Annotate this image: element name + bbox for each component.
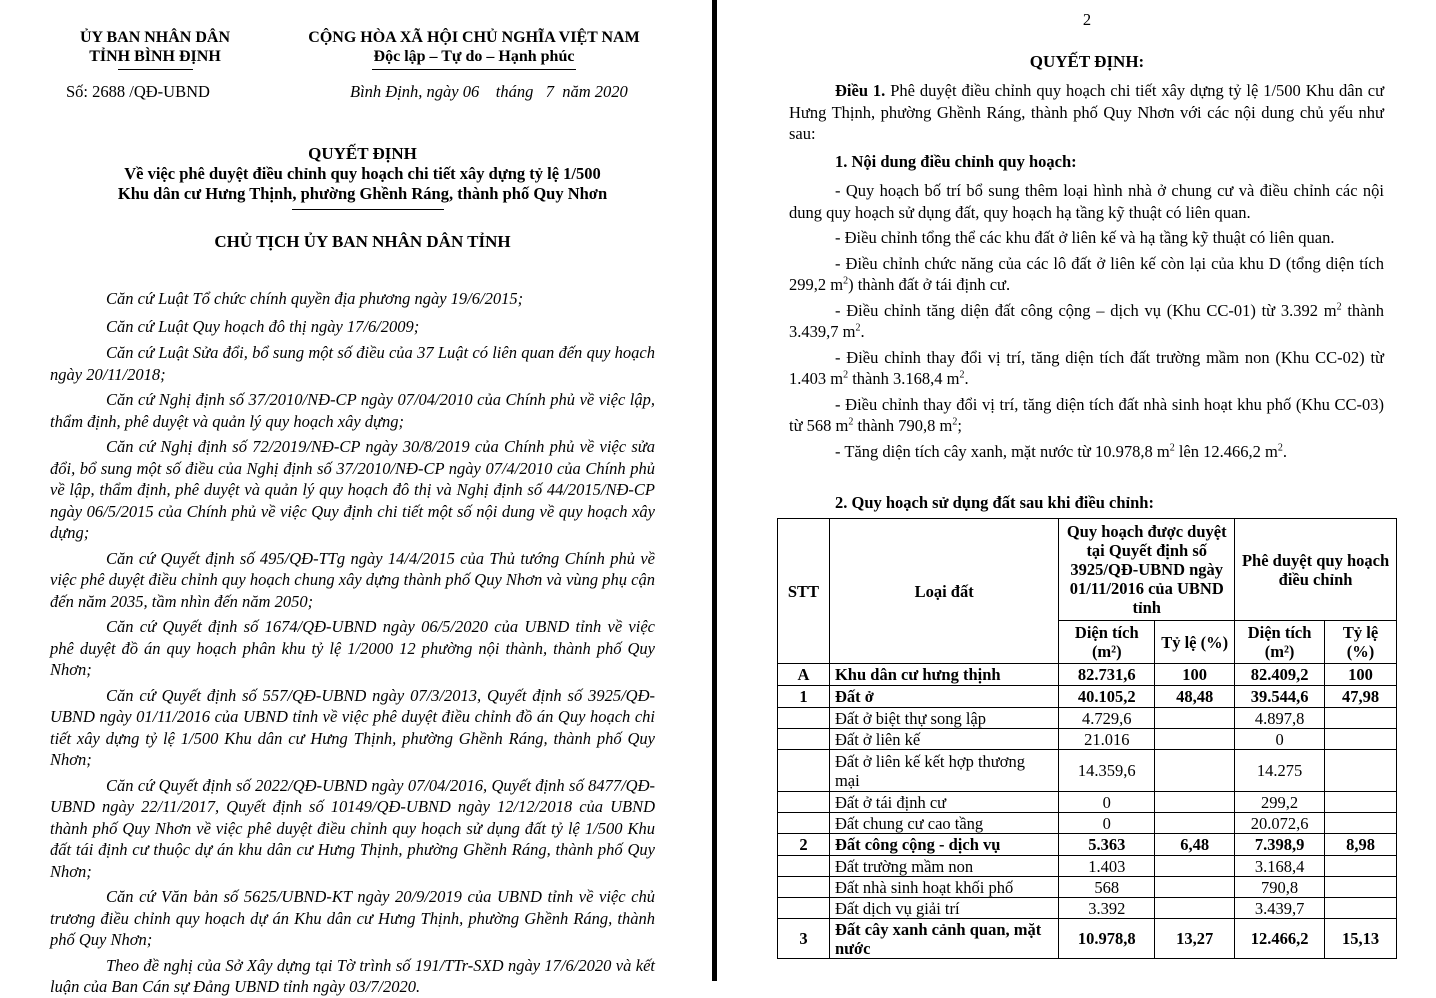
col-land-type: Loại đất (829, 519, 1058, 664)
adjustment-item-text: ) thành đất ở tái định cư. (848, 275, 1011, 294)
cell-area-adjusted: 39.544,6 (1235, 686, 1325, 708)
cell-area-approved: 568 (1059, 877, 1155, 898)
adjustment-item: - Điều chỉnh tổng thể các khu đất ở liên kế và hạ tầng kỹ thuật có liên quan. (835, 228, 1335, 247)
adjustment-items (789, 180, 1384, 462)
superscript: 2 (1169, 442, 1175, 453)
cell-area-adjusted: 3.439,7 (1235, 898, 1325, 919)
subject-underline (292, 209, 444, 210)
cell-area-adjusted: 790,8 (1235, 877, 1325, 898)
superscript: 2 (1277, 442, 1283, 453)
cell-area-adjusted: 14.275 (1235, 750, 1325, 792)
adjustment-item-text: - Điều chỉnh thay đổi vị trí, tăng diện tích đất trường mầm non (Khu CC-02) từ 1.403 m (789, 347, 1384, 388)
cell-area-adjusted: 7.398,9 (1235, 834, 1325, 856)
document-date: Bình Định, ngày 06 tháng 7 năm 2020 (350, 82, 628, 101)
decision-heading: QUYẾT ĐỊNH (308, 144, 417, 163)
superscript: 2 (1336, 301, 1342, 312)
cell-ratio-adjusted: 100 (1325, 664, 1397, 686)
table-row (778, 708, 1397, 729)
cell-area-approved: 10.978,8 (1059, 919, 1155, 959)
cell-ratio-adjusted (1325, 877, 1397, 898)
cell-stt (778, 813, 830, 834)
ground-item: Căn cứ Văn bản số 5625/UBND-KT ngày 20/9/2019 của UBND tỉnh về việc chủ trương điều chỉnh quy hoạch dự án Khu dân cư Hưng Thịnh, phường Ghềnh Ráng, thành phố Quy Nhơn; (50, 887, 655, 949)
cell-area-adjusted: 0 (1235, 729, 1325, 750)
cell-area-approved: 40.105,2 (1059, 686, 1155, 708)
col-adjusted: Phê duyệt quy hoạch điều chỉnh (1235, 519, 1397, 621)
adjustment-item-text: thành 790,8 m (853, 416, 953, 435)
cell-area-adjusted: 82.409,2 (1235, 664, 1325, 686)
article-1-text: Phê duyệt điều chỉnh quy hoạch chi tiết xây dựng tỷ lệ 1/500 Khu dân cư Hưng Thịnh, phường Ghềnh Ráng, thành phố Quy Nhơn với các nội dung chủ yếu như sau: (789, 81, 1385, 143)
punctuation: . (1282, 441, 1287, 461)
adjustment-item-text: thành 3.168,4 m (848, 369, 960, 388)
ground-item: Căn cứ Nghị định số 72/2019/NĐ-CP ngày 30/8/2019 của Chính phủ về việc sửa đổi, bổ sung một số điều của Nghị định số 37/2010/NĐ-CP ngày 07/4/2010 của Chính phủ về lập, thẩm định, phê duyệt và quản lý quy hoạch đô thị và Nghị định số 44/2015/NĐ-CP ngày 06/5/2015 của Chính phủ về việc Quy định chi tiết một số nội dung về quy hoạch xây dựng; (50, 437, 655, 542)
page-number: 2 (1082, 10, 1092, 29)
cell-area-adjusted: 4.897,8 (1235, 708, 1325, 729)
cell-ratio-adjusted (1325, 813, 1397, 834)
ground-item: Căn cứ Luật Quy hoạch đô thị ngày 17/6/2009; (106, 316, 420, 336)
cell-land-type: Đất ở liên kế kết hợp thương mại (829, 750, 1058, 792)
col-stt: STT (778, 519, 830, 664)
cell-ratio-approved: 100 (1155, 664, 1235, 686)
cell-area-approved: 3.392 (1059, 898, 1155, 919)
cell-ratio-adjusted (1325, 729, 1397, 750)
cell-ratio-approved (1155, 729, 1235, 750)
sub-ratio-adjusted: Tỷ lệ (%) (1325, 621, 1397, 664)
cell-stt (778, 750, 830, 792)
cell-ratio-adjusted: 47,98 (1325, 686, 1397, 708)
cell-stt (778, 856, 830, 877)
decision-subject-line2: Khu dân cư Hưng Thịnh, phường Ghềnh Ráng, thành phố Quy Nhơn (117, 184, 608, 203)
cell-area-approved: 1.403 (1059, 856, 1155, 877)
sub-area-adjusted: Diện tích (m²) (1235, 621, 1325, 664)
superscript: 2 (843, 369, 849, 381)
section-1-title: 1. Nội dung điều chỉnh quy hoạch: (835, 152, 1077, 171)
superscript: 2 (848, 416, 854, 428)
punctuation: ; (957, 416, 962, 435)
cell-land-type: Đất ở liên kế (829, 729, 1058, 750)
cell-area-approved: 4.729,6 (1059, 708, 1155, 729)
cell-land-type: Đất ở biệt thự song lập (829, 708, 1058, 729)
cell-stt (778, 729, 830, 750)
cell-ratio-approved (1155, 877, 1235, 898)
cell-stt: 3 (778, 919, 830, 959)
agency-underline (118, 69, 193, 70)
cell-ratio-adjusted (1325, 708, 1397, 729)
sub-area-approved: Diện tích (m²) (1059, 621, 1155, 664)
table-row (778, 664, 1397, 686)
article-1 (789, 80, 1384, 145)
cell-ratio-approved (1155, 708, 1235, 729)
adjustment-item (789, 253, 1384, 296)
cell-area-approved: 21.016 (1059, 729, 1155, 750)
cell-area-approved: 0 (1059, 813, 1155, 834)
cell-ratio-adjusted (1325, 792, 1397, 813)
cell-land-type: Đất ở (829, 686, 1058, 708)
cell-land-type: Đất công cộng - dịch vụ (829, 834, 1058, 856)
cell-ratio-approved: 13,27 (1155, 919, 1235, 959)
superscript: 2 (959, 369, 965, 381)
cell-ratio-adjusted: 8,98 (1325, 834, 1397, 856)
cell-ratio-approved (1155, 750, 1235, 792)
ground-item: Căn cứ Quyết định số 2022/QĐ-UBND ngày 07/04/2016, Quyết định số 8477/QĐ-UBND ngày 22/11/2017, Quyết định số 10149/QĐ-UBND ngày 12/12/2018 của UBND thành phố Quy Nhơn về việc phê duyệt điều chỉnh quy hoạch sử dụng đất tỷ lệ 1/500 Khu đất tái định cư thuộc dự án khu dân cư Hưng Thịnh, phường Ghềnh Ráng, thành phố Quy Nhơn; (50, 775, 655, 881)
cell-area-approved: 82.731,6 (1059, 664, 1155, 686)
cell-land-type: Đất dịch vụ giải trí (829, 898, 1058, 919)
country-underline (372, 69, 576, 70)
cell-ratio-approved (1155, 898, 1235, 919)
cell-stt (778, 792, 830, 813)
land-use-table (777, 518, 1397, 959)
cell-area-adjusted: 20.072,6 (1235, 813, 1325, 834)
cell-ratio-approved (1155, 813, 1235, 834)
adjustment-item (789, 300, 1384, 343)
cell-ratio-adjusted (1325, 898, 1397, 919)
cell-ratio-approved: 48,48 (1155, 686, 1235, 708)
authority-title: CHỦ TỊCH ỦY BAN NHÂN DÂN TỈNH (214, 232, 511, 251)
table-row (778, 856, 1397, 877)
agency-line1: ỦY BAN NHÂN DÂN (79, 29, 231, 46)
decision-subject-line1: Về việc phê duyệt điều chỉnh quy hoạch chi tiết xây dựng tỷ lệ 1/500 (124, 164, 601, 183)
country-line1: CỘNG HÒA XÃ HỘI CHỦ NGHĨA VIỆT NAM (308, 29, 640, 46)
cell-ratio-adjusted: 15,13 (1325, 919, 1397, 959)
cell-land-type: Đất nhà sinh hoạt khối phố (829, 877, 1058, 898)
cell-stt: 2 (778, 834, 830, 856)
agency-line2: TỈNH BÌNH ĐỊNH (89, 48, 221, 65)
punctuation: . (964, 369, 969, 388)
cell-stt (778, 708, 830, 729)
grounds-list (50, 288, 655, 998)
adjustment-item-text: - Tăng diện tích cây xanh, mặt nước từ 10.978,8 m (835, 441, 1170, 461)
cell-land-type: Đất cây xanh cảnh quan, mặt nước (829, 919, 1058, 959)
page-2 (717, 0, 1436, 981)
decision-heading-2: QUYẾT ĐỊNH: (1029, 52, 1145, 71)
document-number: Số: 2688 /QĐ-UBND (66, 82, 210, 101)
cell-area-approved: 5.363 (1059, 834, 1155, 856)
cell-stt (778, 877, 830, 898)
ground-item: Căn cứ Quyết định số 1674/QĐ-UBND ngày 06/5/2020 của UBND tỉnh về việc phê duyệt đồ án quy hoạch phân khu tỷ lệ 1/2000 12 phường nội thành, thành phố Quy Nhơn; (50, 617, 655, 679)
cell-ratio-approved: 6,48 (1155, 834, 1235, 856)
table-row (778, 686, 1397, 708)
adjustment-item-text: thành 3.439,7 m (789, 300, 1384, 341)
cell-stt: A (778, 664, 830, 686)
table-row (778, 813, 1397, 834)
cell-stt: 1 (778, 686, 830, 708)
table-row (778, 877, 1397, 898)
adjustment-item (789, 441, 1384, 463)
adjustment-item-text: - Điều chỉnh thay đổi vị trí, tăng diện tích đất nhà sinh hoạt khu phố (Khu CC-03) từ 568 m (789, 394, 1384, 435)
cell-land-type: Đất trường mầm non (829, 856, 1058, 877)
ground-item: Căn cứ Quyết định số 495/QĐ-TTg ngày 14/4/2015 của Thủ tướng Chính phủ về việc phê duyệt điều chỉnh quy hoạch chung xây dựng thành phố Quy Nhơn và vùng phụ cận đến năm 2035, tầm nhìn đến năm 2050; (50, 548, 655, 611)
sub-ratio-approved: Tỷ lệ (%) (1155, 621, 1235, 664)
table-row (778, 750, 1397, 792)
adjustment-item-text: - Điều chỉnh chức năng của các lô đất ở liên kế còn lại của khu D (tổng diện tích 299,2 m (789, 253, 1384, 294)
table-row (778, 729, 1397, 750)
cell-ratio-adjusted (1325, 750, 1397, 792)
section-2-title: 2. Quy hoạch sử dụng đất sau khi điều chỉnh: (835, 493, 1154, 512)
cell-area-adjusted: 12.466,2 (1235, 919, 1325, 959)
table-row (778, 919, 1397, 959)
cell-ratio-approved (1155, 792, 1235, 813)
cell-area-adjusted: 3.168,4 (1235, 856, 1325, 877)
cell-area-approved: 14.359,6 (1059, 750, 1155, 792)
ground-item: Theo đề nghị của Sở Xây dựng tại Tờ trình số 191/TTr-SXD ngày 17/6/2020 và kết luận của Ban Cán sự Đảng UBND tỉnh ngày 03/7/2020. (50, 955, 655, 996)
cell-stt (778, 898, 830, 919)
adjustment-item-text: - Điều chỉnh tăng diện đất công cộng – dịch vụ (Khu CC-01) từ 3.392 m (835, 300, 1337, 320)
cell-ratio-adjusted (1325, 856, 1397, 877)
table-row (778, 834, 1397, 856)
country-line2: Độc lập – Tự do – Hạnh phúc (373, 48, 575, 65)
superscript: 2 (952, 416, 958, 428)
article-1-label: Điều 1. (835, 81, 886, 100)
ground-item: Căn cứ Quyết định số 557/QĐ-UBND ngày 07/3/2013, Quyết định số 3925/QĐ-UBND ngày 01/11/2016 của UBND tỉnh về việc phê duyệt điều chỉnh đồ án Quy hoạch chi tiết xây dựng tỷ lệ 1/500 Khu dân cư Hưng Thịnh, phường Ghềnh Ráng, thành phố Quy Nhơn; (50, 685, 655, 769)
ground-item: Căn cứ Luật Sửa đổi, bổ sung một số điều của 37 Luật có liên quan đến quy hoạch ngày 20/11/2018; (50, 343, 655, 384)
table-row (778, 898, 1397, 919)
cell-area-approved: 0 (1059, 792, 1155, 813)
adjustment-item-text: lên 12.466,2 m (1174, 441, 1278, 461)
cell-land-type: Đất ở tái định cư (829, 792, 1058, 813)
ground-item: Căn cứ Luật Tổ chức chính quyền địa phương ngày 19/6/2015; (106, 289, 524, 308)
superscript: 2 (843, 275, 849, 287)
adjustment-item (789, 394, 1384, 437)
ground-item: Căn cứ Nghị định số 37/2010/NĐ-CP ngày 07/04/2010 của Chính phủ về việc lập, thẩm định, phê duyệt và quản lý quy hoạch xây dựng; (50, 390, 655, 431)
adjustment-item: - Quy hoạch bố trí bổ sung thêm loại hình nhà ở chung cư và điều chỉnh các nội dung quy hoạch sử dụng đất, quy hoạch hạ tầng kỹ thuật có liên quan. (789, 181, 1384, 222)
cell-land-type: Khu dân cư hưng thịnh (829, 664, 1058, 686)
cell-land-type: Đất chung cư cao tầng (829, 813, 1058, 834)
superscript: 2 (855, 322, 861, 334)
cell-area-adjusted: 299,2 (1235, 792, 1325, 813)
page-1 (0, 0, 712, 996)
cell-ratio-approved (1155, 856, 1235, 877)
table-row (778, 792, 1397, 813)
adjustment-item (789, 347, 1384, 390)
col-approved: Quy hoạch được duyệt tại Quyết định số 3925/QĐ-UBND ngày 01/11/2016 của UBND tỉnh (1059, 519, 1235, 621)
punctuation: . (860, 322, 865, 341)
